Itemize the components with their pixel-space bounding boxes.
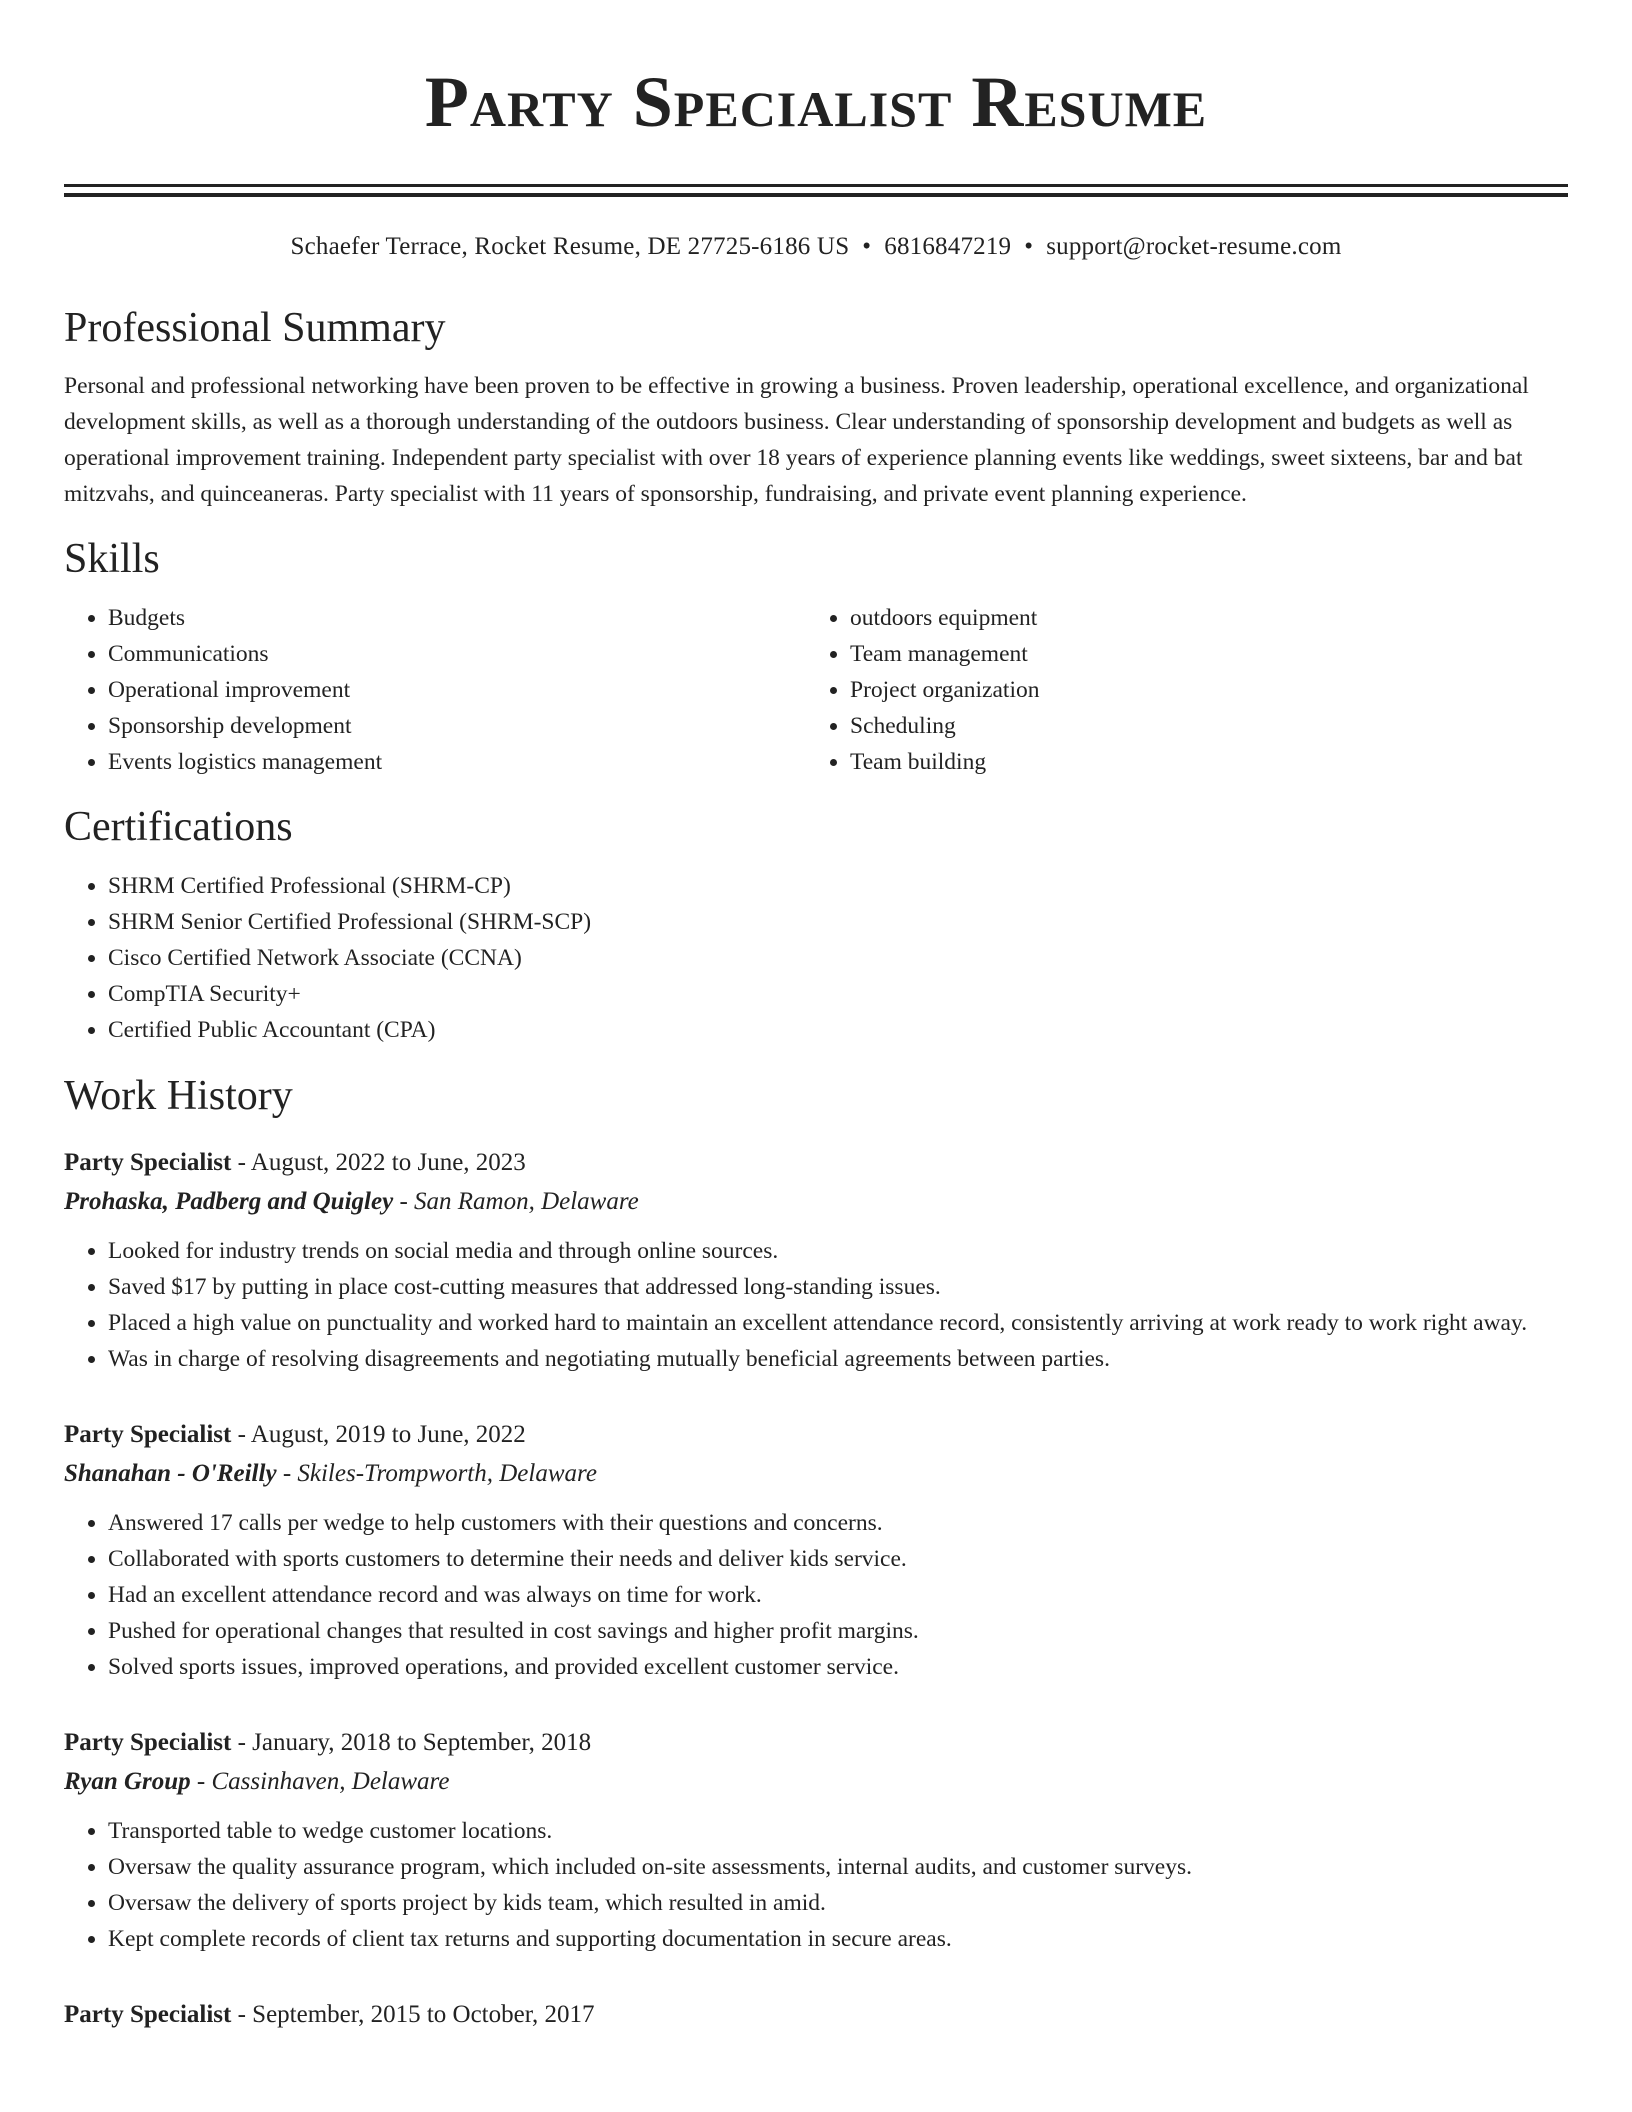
contact-address: Schaefer Terrace, Rocket Resume, DE 27725-6186 US bbox=[290, 233, 850, 260]
skill-item: • Operational improvement bbox=[108, 672, 806, 708]
certification-item: • CompTIA Security+ bbox=[108, 976, 1568, 1012]
job-bullet: • Pushed for operational changes that resulted in cost savings and higher profit margins. bbox=[108, 1613, 1568, 1649]
job-dates: - January, 2018 to September, 2018 bbox=[231, 1729, 592, 1756]
skill-item: • Project organization bbox=[850, 672, 1548, 708]
skills-section bbox=[64, 534, 1568, 780]
work-history-section bbox=[64, 1071, 1568, 2034]
job-entry bbox=[64, 1723, 1568, 1957]
job-bullet: • Solved sports issues, improved operations, and provided excellent customer service. bbox=[108, 1649, 1568, 1685]
job-bullet: • Collaborated with sports customers to determine their needs and deliver kids service. bbox=[108, 1541, 1568, 1577]
skill-item: • Team building bbox=[850, 744, 1548, 780]
job-bullet: • Kept complete records of client tax returns and supporting documentation in secure areas. bbox=[108, 1921, 1568, 1957]
job-bullet: • Had an excellent attendance record and was always on time for work. bbox=[108, 1577, 1568, 1613]
certification-item: • SHRM Certified Professional (SHRM-CP) bbox=[108, 868, 1568, 904]
job-dates: - August, 2022 to June, 2023 bbox=[231, 1149, 526, 1176]
contact-separator: • bbox=[1024, 233, 1034, 260]
skills-list-left bbox=[64, 600, 806, 780]
job-title-line bbox=[64, 1995, 1568, 2034]
certifications-list bbox=[64, 868, 1568, 1048]
job-bullet: • Was in charge of resolving disagreements and negotiating mutually beneficial agreements between parties. bbox=[108, 1341, 1568, 1377]
skill-item: • Team management bbox=[850, 636, 1548, 672]
certification-item: • Certified Public Accountant (CPA) bbox=[108, 1012, 1568, 1048]
title-divider-top bbox=[64, 184, 1568, 187]
skill-item: • Events logistics management bbox=[108, 744, 806, 780]
job-title-line bbox=[64, 1143, 1568, 1182]
job-location: - Skiles-Trompworth, Delaware bbox=[276, 1460, 597, 1487]
job-role: Party Specialist bbox=[64, 1421, 232, 1448]
contact-phone: 6816847219 bbox=[884, 233, 1012, 260]
job-role: Party Specialist bbox=[64, 1729, 232, 1756]
certifications-section bbox=[64, 802, 1568, 1048]
job-company-line bbox=[64, 1762, 1568, 1801]
job-bullet: • Saved $17 by putting in place cost-cutting measures that addressed long-standing issues. bbox=[108, 1269, 1568, 1305]
job-bullets bbox=[64, 1505, 1568, 1685]
skills-list-right bbox=[806, 600, 1548, 780]
job-company: Prohaska, Padberg and Quigley bbox=[64, 1188, 394, 1215]
job-company: Ryan Group bbox=[64, 1768, 191, 1795]
skill-item: • Sponsorship development bbox=[108, 708, 806, 744]
certification-item: • Cisco Certified Network Associate (CCNA) bbox=[108, 940, 1568, 976]
job-bullet: • Oversaw the delivery of sports project by kids team, which resulted in amid. bbox=[108, 1885, 1568, 1921]
contact-email: support@rocket-resume.com bbox=[1046, 233, 1342, 260]
job-entry bbox=[64, 1415, 1568, 1685]
skill-item: • Scheduling bbox=[850, 708, 1548, 744]
job-title-line bbox=[64, 1415, 1568, 1454]
job-role: Party Specialist bbox=[64, 2001, 232, 2028]
skills-columns bbox=[64, 600, 1568, 780]
job-bullets bbox=[64, 1813, 1568, 1957]
section-heading-work-history: Work History bbox=[64, 1073, 293, 1119]
job-dates: - September, 2015 to October, 2017 bbox=[231, 2001, 595, 2028]
summary-text: Personal and professional networking have been proven to be effective in growing a business. Proven leadership, operational excellence, and organizational development skills, as well as a thorough understanding of the outdoors business. Clear understanding of sponsorship development and budgets as well as operational improvement training. Independent party specialist with over 18 years of experience planning events like weddings, sweet sixteens, bar and bat mitzvahs, and quinceaneras. Party specialist with 11 years of sponsorship, fundraising, and private event planning experience. bbox=[64, 373, 1529, 507]
section-heading-skills: Skills bbox=[64, 536, 160, 582]
job-bullet: • Answered 17 calls per wedge to help customers with their questions and concerns. bbox=[108, 1505, 1568, 1541]
job-location: - San Ramon, Delaware bbox=[393, 1188, 639, 1215]
job-dates: - August, 2019 to June, 2022 bbox=[231, 1421, 526, 1448]
section-heading-summary: Professional Summary bbox=[64, 305, 446, 351]
job-bullet: • Oversaw the quality assurance program, which included on-site assessments, internal audits, and customer surveys. bbox=[108, 1849, 1568, 1885]
job-title-line bbox=[64, 1723, 1568, 1762]
job-role: Party Specialist bbox=[64, 1149, 232, 1176]
job-company: Shanahan - O'Reilly bbox=[64, 1460, 277, 1487]
job-bullet: • Transported table to wedge customer locations. bbox=[108, 1813, 1568, 1849]
section-heading-certifications: Certifications bbox=[64, 804, 293, 850]
job-bullet: • Placed a high value on punctuality and worked hard to maintain an excellent attendance record, consistently arriving at work ready to work right away. bbox=[108, 1305, 1568, 1341]
job-entry bbox=[64, 1995, 1568, 2034]
resume-title: Party Specialist Resume bbox=[424, 62, 1208, 142]
job-company-line bbox=[64, 1182, 1568, 1221]
job-entry bbox=[64, 1143, 1568, 1377]
contact-line bbox=[64, 231, 1568, 263]
job-location: - Cassinhaven, Delaware bbox=[190, 1768, 450, 1795]
title-divider-bottom bbox=[64, 193, 1568, 197]
skill-item: • outdoors equipment bbox=[850, 600, 1548, 636]
skill-item: • Communications bbox=[108, 636, 806, 672]
job-bullets bbox=[64, 1233, 1568, 1377]
job-bullet: • Looked for industry trends on social media and through online sources. bbox=[108, 1233, 1568, 1269]
resume-page bbox=[64, 0, 1568, 2034]
professional-summary-section bbox=[64, 303, 1568, 512]
skill-item: • Budgets bbox=[108, 600, 806, 636]
job-company-line bbox=[64, 1454, 1568, 1493]
certification-item: • SHRM Senior Certified Professional (SHRM-SCP) bbox=[108, 904, 1568, 940]
contact-separator: • bbox=[862, 233, 872, 260]
